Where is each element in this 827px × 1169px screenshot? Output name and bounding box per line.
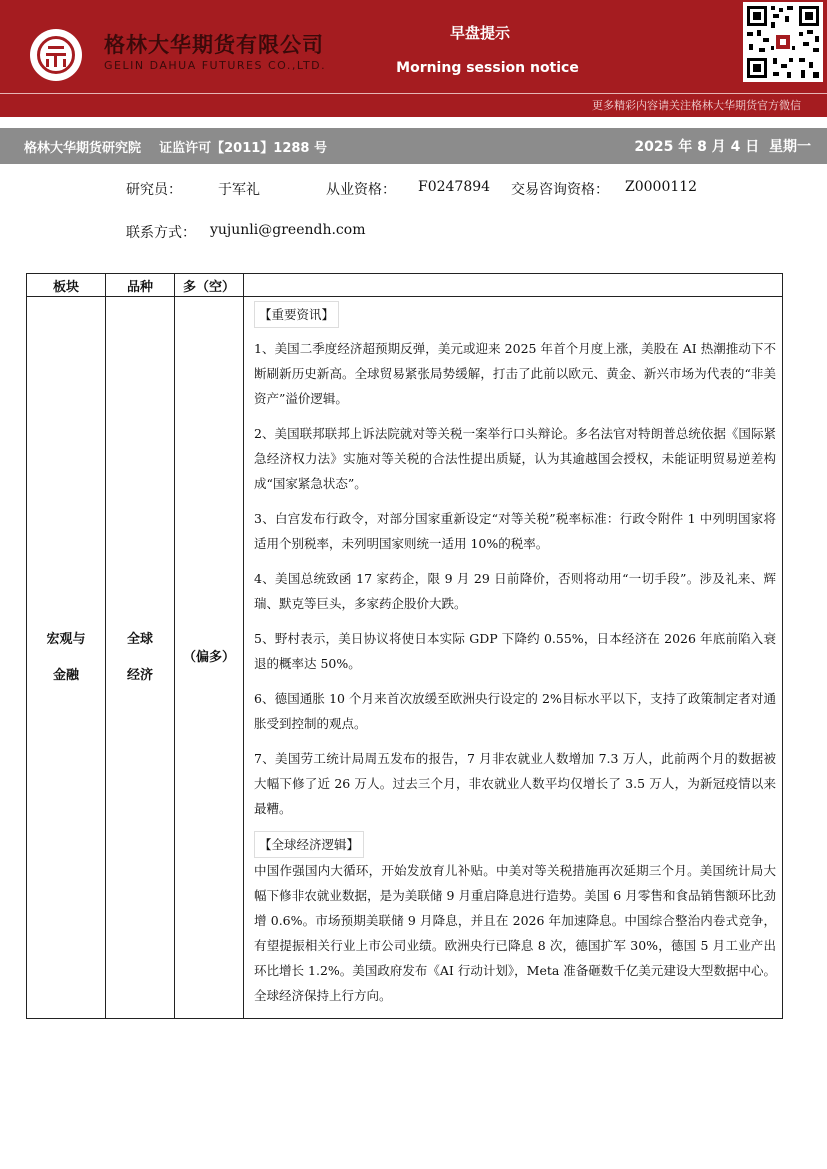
report-title-cn: 早盘提示 (449, 24, 510, 42)
header-divider (0, 93, 827, 94)
header-content (244, 274, 783, 297)
header-sector: 板块 (27, 274, 106, 297)
follow-wechat-text: 更多精彩内容请关注格林大华期货官方微信 (592, 99, 801, 112)
news-item-5: 5、野村表示，美日协议将使日本实际 GDP 下降约 0.55%，日本经济在 2026 年底前陷入衰退的概率达 50%。 (254, 631, 776, 671)
sector-line-1: 宏观与 (46, 631, 86, 647)
analyst-name: 于军礼 (218, 182, 260, 198)
company-logo (30, 29, 82, 81)
sector-cell (27, 297, 106, 1019)
logic-section-title: 【全球经济逻辑】 (254, 831, 364, 858)
logic-paragraph: 中国作强国内大循环，开始发放育儿补贴。中美对等关税措施再次延期三个月。美国统计局大幅下修非农就业数据，是为美联储 9 月重启降息进行造势。美国 6 月零售和食品销售额环比劲增 0.6%。市场预期美联储 9 月降息，并且在 2026 年加速降息。中国综合整治内卷式竞争，有望提振相关行业上市公司业绩。欧洲央行已降息 8 次，德国扩军 30%，德国 5 月工业产出环比增长 1.2%。美国政府发布《AI 行动计划》，Meta 准备砸数千亿美元建设大型数据中心。全球经济保持上行方向。 (254, 863, 776, 1003)
consult-qualification-label: 交易咨询资格： (511, 182, 609, 198)
header-direction: 多（空） (175, 274, 244, 297)
contact-label: 联系方式： (126, 225, 196, 241)
header-variety: 品种 (106, 274, 175, 297)
info-banner (0, 128, 827, 164)
company-name-en: GELIN DAHUA FUTURES CO.,LTD. (104, 59, 327, 72)
table-header-row (27, 274, 783, 297)
variety-line-1: 全球 (126, 631, 153, 647)
company-name-cn: 格林大华期货有限公司 (104, 33, 324, 57)
news-item-4: 4、美国总统致函 17 家药企，限 9 月 29 日前降价，否则将动用“一切手段”。涉及礼来、辉瑞、默克等巨头，多家药企股价大跌。 (254, 571, 776, 611)
news-item-2: 2、美国联邦联邦上诉法院就对等关税一案举行口头辩论。多名法官对特朗普总统依据《国际紧急经济权力法》实施对等关税的合法性提出质疑，认为其逾越国会授权，未能证明贸易逆差构成“国家紧急状态”。 (254, 426, 776, 491)
content-cell (244, 297, 783, 1019)
qr-code-icon[interactable] (743, 2, 823, 82)
report-date: 2025 年 8 月 4 日 星期一 (634, 139, 811, 155)
news-section-title: 【重要资讯】 (254, 301, 339, 328)
analysis-table (26, 273, 783, 1019)
direction-cell: （偏多） (175, 297, 244, 1019)
consult-qualification-number: Z0000112 (625, 179, 698, 195)
variety-cell (106, 297, 175, 1019)
table-row (27, 297, 783, 1019)
qualification-number: F0247894 (418, 179, 491, 195)
header-banner (0, 0, 827, 117)
institute-license: 格林大华期货研究院 证监许可【2011】1288 号 (24, 141, 327, 156)
qualification-label: 从业资格： (326, 182, 396, 198)
variety-line-2: 经济 (126, 667, 153, 683)
report-title-en: Morning session notice (396, 60, 579, 76)
contact-email[interactable]: yujunli@greendh.com (210, 222, 366, 238)
news-item-7: 7、美国劳工统计局周五发布的报告，7 月非农就业人数增加 7.3 万人，此前两个月的数据被大幅下修了近 26 万人。过去三个月，非农就业人数平均仅增长了 3.5 万人，为新冠疫情以来最糟。 (254, 751, 776, 816)
news-item-3: 3、白宫发布行政令，对部分国家重新设定“对等关税”税率标准：行政令附件 1 中列明国家将适用个别税率，未列明国家则统一适用 10%的税率。 (254, 511, 776, 551)
sector-line-2: 金融 (52, 667, 79, 683)
news-item-1: 1、美国二季度经济超预期反弹，美元或迎来 2025 年首个月度上涨，美股在 AI 热潮推动下不断刷新历史新高。全球贸易紧张局势缓解，打击了此前以欧元、黄金、新兴市场为代表的“非美资产”溢价逻辑。 (254, 341, 776, 406)
news-item-6: 6、德国通胀 10 个月来首次放缓至欧洲央行设定的 2%目标水平以下，支持了政策制定者对通胀受到控制的观点。 (254, 691, 776, 731)
analyst-label: 研究员： (126, 182, 182, 198)
